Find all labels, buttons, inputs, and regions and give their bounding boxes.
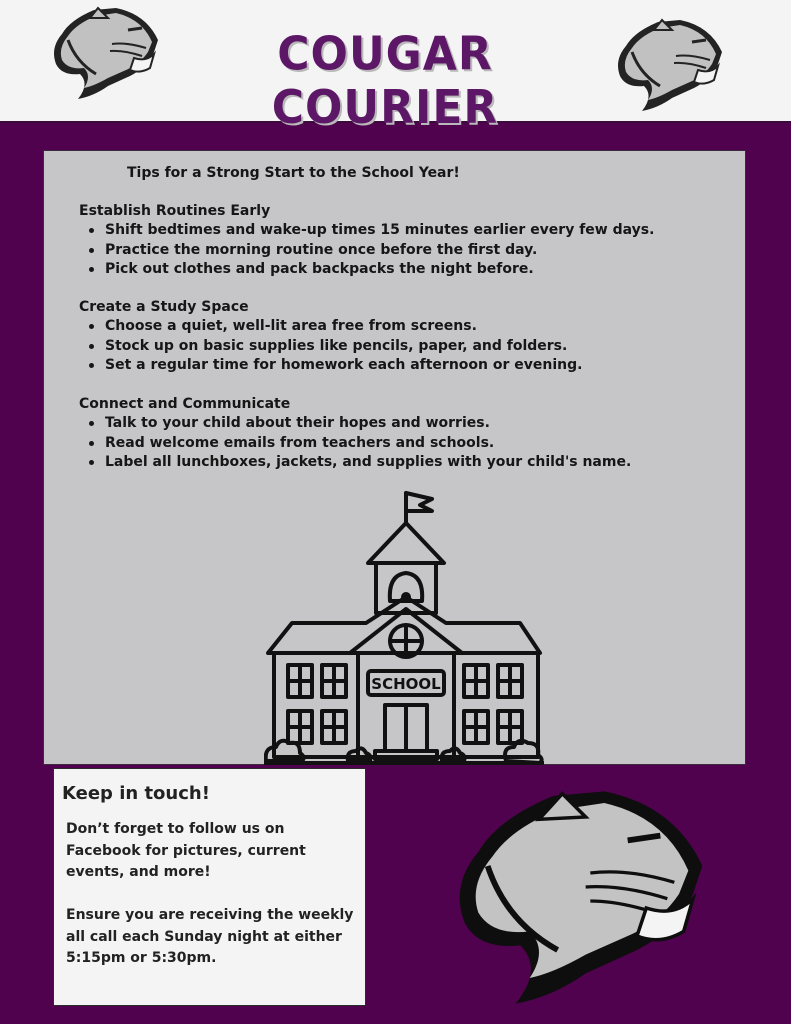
cougar-head-icon xyxy=(448,782,714,1006)
tip-list xyxy=(79,414,719,473)
tip-item: Choose a quiet, well-lit area free from screens. xyxy=(105,317,719,337)
newsletter-title: COUGAR COURIER xyxy=(271,27,499,135)
tip-item: Read welcome emails from teachers and schools. xyxy=(105,434,719,454)
tip-item: Set a regular time for homework each afternoon or evening. xyxy=(105,356,719,376)
cougar-head-icon xyxy=(50,4,162,100)
section-heading: Create a Study Space xyxy=(79,299,249,315)
tip-item: Label all lunchboxes, jackets, and supplies with your child's name. xyxy=(105,453,719,473)
tip-item: Talk to your child about their hopes and worries. xyxy=(105,414,719,434)
keep-in-touch-card xyxy=(53,768,366,1006)
section-heading: Establish Routines Early xyxy=(79,203,271,219)
tip-item: Shift bedtimes and wake-up times 15 minutes earlier every few days. xyxy=(105,221,719,241)
tip-section-communicate xyxy=(79,394,719,473)
tip-item: Stock up on basic supplies like pencils, paper, and folders. xyxy=(105,337,719,357)
tips-title: Tips for a Strong Start to the School Year! xyxy=(127,165,460,181)
newsletter-header xyxy=(0,0,791,135)
school-building-icon xyxy=(264,489,544,765)
facebook-reminder-text: Don’t forget to follow us on Facebook for pictures, current events, and more! xyxy=(66,821,306,880)
tip-section-study-space xyxy=(79,297,719,376)
tip-section-routines xyxy=(79,201,719,280)
contact-heading: Keep in touch! xyxy=(62,783,210,804)
tips-panel xyxy=(43,150,746,765)
tip-list xyxy=(79,221,719,280)
cougar-head-icon xyxy=(614,16,726,112)
tip-item: Practice the morning routine once before the first day. xyxy=(105,241,719,261)
tip-list xyxy=(79,317,719,376)
all-call-reminder-text: Ensure you are receiving the weekly all call each Sunday night at either 5:15pm or 5:30pm. xyxy=(66,907,354,966)
tip-item: Pick out clothes and pack backpacks the night before. xyxy=(105,260,719,280)
school-sign-text: SCHOOL xyxy=(371,675,441,693)
section-heading: Connect and Communicate xyxy=(79,396,291,412)
